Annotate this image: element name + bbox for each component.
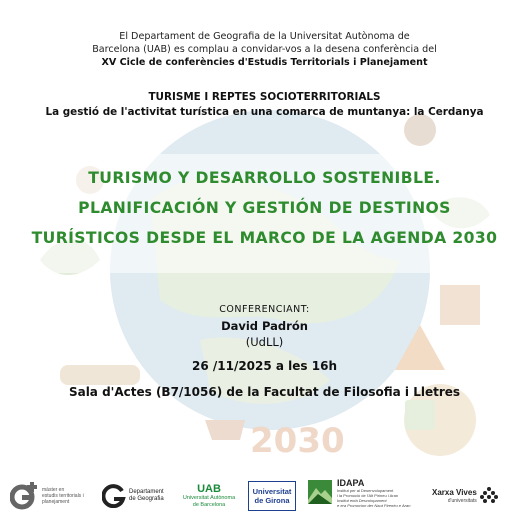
idapa-line: e era Promocion der Naut Pirenèu e Aran: [337, 503, 411, 508]
master-line: planejament: [42, 499, 70, 505]
speaker-affiliation: (UdLL): [245, 335, 284, 349]
idapa-line: Institut per al Desenvolupament: [337, 488, 394, 493]
series-name: TURISME I REPTES SOCIOTERRITORIALS: [148, 91, 381, 103]
title-line: TURÍSTICOS DESDE EL MARCO DE LA AGENDA 2030: [31, 229, 498, 247]
xarxa-vives-logo: [432, 478, 524, 514]
cycle-name: XV Cicle de conferències d'Estudis Territorials i Planejament: [101, 57, 428, 68]
speaker-label: CONFERENCIANT:: [219, 304, 310, 315]
idapa-mountain-icon: [308, 480, 332, 504]
geography-line: de Geografia: [129, 496, 164, 502]
event-venue: Sala d'Actes (B7/1056) de la Facultat de Filosofia i Lletres: [68, 385, 461, 399]
master-line: màster en: [42, 487, 65, 493]
xarxa-dots-icon: [480, 487, 498, 505]
geography-logo: [102, 478, 164, 514]
uab-line: de Barcelona: [192, 502, 226, 508]
idapa-line: i la Promoció de l'Alt Pirineu i Aran: [337, 493, 399, 498]
invitation-text: [0, 30, 529, 69]
idapa-line: Institut entà Desvolopament: [337, 498, 387, 503]
master-g-icon: [10, 482, 40, 510]
title-line: TURISMO Y DESARROLLO SOSTENIBLE.: [88, 169, 441, 187]
cart-shape: [205, 420, 245, 440]
year-text: 2030: [250, 421, 345, 461]
udg-logo: [248, 481, 296, 511]
udg-line: Universitat: [252, 487, 292, 496]
event-datetime: 26 /11/2025 a les 16h: [191, 359, 337, 373]
master-logo: [10, 478, 90, 514]
series-heading: [0, 90, 529, 120]
idapa-logo: [308, 478, 426, 514]
geography-line: Departament: [129, 489, 164, 495]
udg-line: de Girona: [254, 496, 290, 505]
logo-strip: [0, 478, 529, 518]
uab-line: Universitat Autònoma: [182, 495, 236, 501]
title-line: PLANIFICACIÓN Y GESTIÓN DE DESTINOS: [78, 199, 451, 217]
geography-g-icon: [102, 484, 126, 508]
idapa-name: IDAPA: [337, 478, 365, 488]
intro-line: Barcelona (UAB) es complau a convidar-vos a la desena conferència del: [92, 44, 437, 55]
master-line: estudis territorials i: [42, 493, 84, 499]
series-subtitle: La gestió de l'activitat turística en una comarca de muntanya: la Cerdanya: [45, 106, 484, 118]
speaker-block: [0, 302, 529, 400]
speaker-name: David Padrón: [221, 319, 308, 333]
uab-logo: [180, 478, 238, 514]
talk-title: [0, 163, 529, 253]
uab-acronym: UAB: [197, 483, 221, 495]
xarxa-name: Xarxa Vives: [432, 488, 477, 497]
xarxa-line: d'universitats: [447, 498, 477, 504]
intro-line: El Departament de Geografia de la Universitat Autònoma de: [119, 31, 410, 42]
box-shape: [405, 400, 435, 430]
